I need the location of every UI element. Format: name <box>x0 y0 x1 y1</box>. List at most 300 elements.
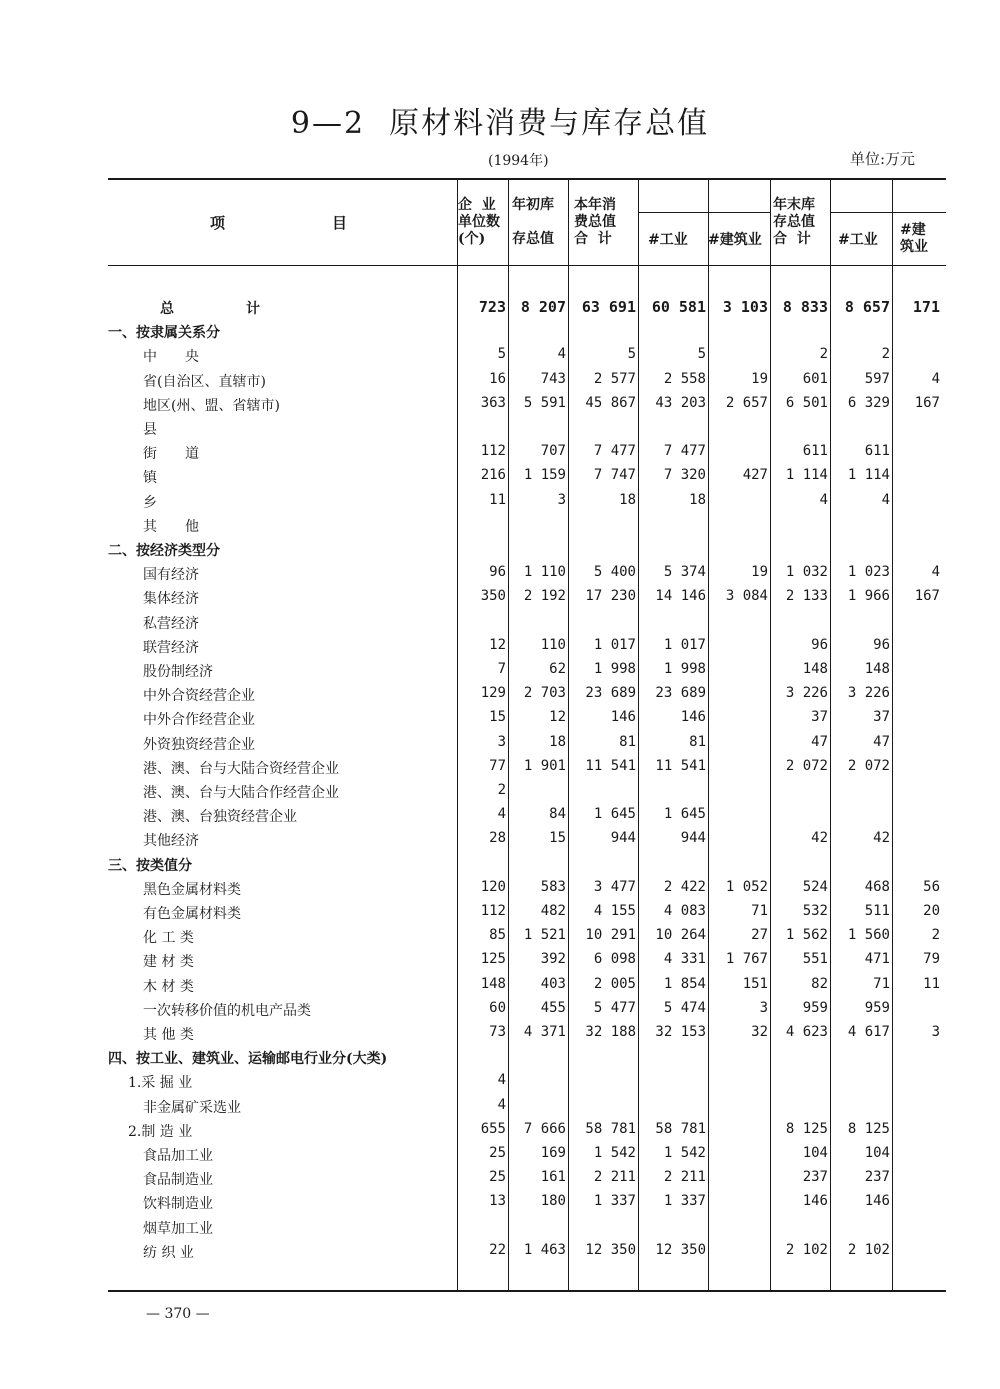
header-consumption-construction: #建筑业 <box>708 232 762 248</box>
cell-value: 4 <box>497 1096 506 1113</box>
row-label: 中外合作经营企业 <box>143 712 255 729</box>
cell-value: 583 <box>540 878 566 895</box>
table-row <box>0 490 1000 514</box>
cell-value: 4 331 <box>663 951 706 968</box>
table-row <box>0 756 1000 780</box>
cell-value: 42 <box>873 830 890 847</box>
cell-value: 1 114 <box>785 467 828 484</box>
cell-value: 2 102 <box>847 1241 890 1258</box>
cell-value: 2 102 <box>785 1241 828 1258</box>
cell-value: 6 098 <box>593 951 636 968</box>
cell-value: 1 562 <box>785 927 828 944</box>
table-row <box>0 998 1000 1022</box>
cell-value: 37 <box>811 709 828 726</box>
cell-value: 73 <box>489 1024 506 1040</box>
cell-value: 611 <box>864 443 890 460</box>
cell-value: 1 998 <box>663 661 706 677</box>
header-closing-stock-construction: #建 筑业 <box>900 222 928 255</box>
cell-value: 723 <box>478 298 506 316</box>
table-row <box>0 1167 1000 1191</box>
cell-value: 944 <box>680 830 706 847</box>
cell-value: 1 159 <box>523 467 566 484</box>
cell-value: 81 <box>689 733 706 750</box>
cell-value: 350 <box>480 588 506 605</box>
cell-value: 2 005 <box>593 975 636 992</box>
cell-value: 2 072 <box>785 757 828 774</box>
cell-value: 146 <box>610 709 636 726</box>
row-label: 外资独资经营企业 <box>143 736 255 753</box>
cell-value: 148 <box>802 661 828 677</box>
cell-value: 37 <box>873 709 890 726</box>
cell-value: 3 103 <box>722 298 768 316</box>
cell-value: 81 <box>619 733 636 750</box>
table-row <box>0 659 1000 683</box>
cell-value: 2 133 <box>785 588 828 605</box>
cell-value: 392 <box>540 951 566 968</box>
row-label: 纺 织 业 <box>143 1244 194 1261</box>
table-row <box>0 853 1000 877</box>
cell-value: 60 <box>489 999 506 1016</box>
cell-value: 5 <box>697 346 706 363</box>
row-label: 其 他 类 <box>143 1027 194 1043</box>
table-row <box>0 925 1000 949</box>
cell-value: 6 329 <box>847 394 890 411</box>
row-label: 集体经济 <box>143 591 199 608</box>
cell-value: 77 <box>489 757 506 774</box>
table-row <box>0 1022 1000 1046</box>
row-label: 私营经济 <box>143 615 199 632</box>
cell-value: 1 767 <box>725 951 768 968</box>
cell-value: 17 230 <box>585 588 636 605</box>
cell-value: 5 477 <box>593 999 636 1016</box>
cell-value: 2 <box>497 782 506 798</box>
cell-value: 959 <box>802 999 828 1016</box>
row-label: 中外合资经营企业 <box>143 688 255 705</box>
cell-value: 2 577 <box>593 370 636 387</box>
cell-value: 4 <box>497 1072 506 1089</box>
row-label: 木 材 类 <box>143 978 194 995</box>
cell-value: 125 <box>480 951 506 968</box>
row-label: 联营经济 <box>143 639 199 656</box>
cell-value: 1 023 <box>847 564 890 581</box>
table-row <box>0 949 1000 973</box>
cell-value: 2 211 <box>663 1169 706 1186</box>
cell-value: 129 <box>480 685 506 702</box>
cell-value: 104 <box>802 1145 828 1161</box>
table-row <box>0 1191 1000 1215</box>
header-subrule <box>638 212 770 213</box>
cell-value: 63 691 <box>581 298 636 316</box>
cell-value: 4 623 <box>785 1024 828 1040</box>
cell-value: 1 521 <box>523 927 566 944</box>
cell-value: 655 <box>480 1120 506 1137</box>
cell-value: 58 781 <box>585 1120 636 1137</box>
header-closing-stock-total: 年末库 存总值 合 计 <box>773 197 815 247</box>
cell-value: 15 <box>549 830 566 847</box>
cell-value: 2 <box>819 346 828 363</box>
cell-value: 455 <box>540 999 566 1016</box>
cell-value: 32 153 <box>655 1024 706 1040</box>
cell-value: 1 966 <box>847 588 890 605</box>
cell-value: 707 <box>540 443 566 460</box>
cell-value: 167 <box>914 588 940 605</box>
header-enterprises: 企 业 单位数 (个) <box>458 197 500 247</box>
cell-value: 427 <box>742 467 768 484</box>
cell-value: 1 901 <box>523 757 566 774</box>
row-label: 饮料制造业 <box>143 1196 213 1213</box>
unit-label: 单位:万元 <box>850 150 916 168</box>
cell-value: 597 <box>864 370 890 387</box>
cell-value: 1 052 <box>725 878 768 895</box>
cell-value: 18 <box>619 491 636 508</box>
cell-value: 468 <box>864 878 890 895</box>
cell-value: 5 374 <box>663 564 706 581</box>
cell-value: 3 <box>497 733 506 750</box>
cell-value: 4 <box>931 564 940 581</box>
cell-value: 60 581 <box>651 298 706 316</box>
row-label: 化 工 类 <box>143 930 194 947</box>
cell-value: 47 <box>873 733 890 750</box>
table-row <box>0 877 1000 901</box>
cell-value: 169 <box>540 1145 566 1161</box>
header-closing-stock-industry: #工业 <box>838 232 878 248</box>
cell-value: 148 <box>480 975 506 992</box>
row-label: 烟草加工业 <box>143 1220 213 1237</box>
cell-value: 5 591 <box>523 394 566 411</box>
cell-value: 56 <box>923 878 940 895</box>
cell-value: 601 <box>802 370 828 387</box>
cell-value: 25 <box>489 1145 506 1161</box>
cell-value: 1 998 <box>593 661 636 677</box>
row-label: 港、澳、台与大陆合资经营企业 <box>143 760 339 777</box>
cell-value: 944 <box>610 830 636 847</box>
table-row <box>0 1216 1000 1240</box>
cell-value: 18 <box>549 733 566 750</box>
cell-value: 7 666 <box>523 1120 566 1137</box>
cell-value: 28 <box>489 830 506 847</box>
cell-value: 32 188 <box>585 1024 636 1040</box>
cell-value: 11 541 <box>585 757 636 774</box>
cell-value: 7 477 <box>663 443 706 460</box>
cell-value: 5 400 <box>593 564 636 581</box>
cell-value: 7 477 <box>593 443 636 460</box>
cell-value: 120 <box>480 878 506 895</box>
cell-value: 8 207 <box>520 298 566 316</box>
table-row <box>0 804 1000 828</box>
cell-value: 2 192 <box>523 588 566 605</box>
cell-value: 1 110 <box>523 564 566 581</box>
cell-value: 96 <box>811 636 828 653</box>
cell-value: 8 833 <box>782 298 828 316</box>
row-label: 三、按类值分 <box>108 857 192 874</box>
cell-value: 1 560 <box>847 927 890 944</box>
cell-value: 167 <box>914 394 940 411</box>
table-row <box>0 1070 1000 1094</box>
table-row <box>0 344 1000 368</box>
cell-value: 25 <box>489 1169 506 1186</box>
cell-value: 62 <box>549 661 566 677</box>
row-label: 二、按经济类型分 <box>108 543 220 559</box>
cell-value: 551 <box>802 951 828 968</box>
table-row <box>0 465 1000 489</box>
cell-value: 2 657 <box>725 394 768 411</box>
cell-value: 4 155 <box>593 903 636 919</box>
table-row <box>0 586 1000 610</box>
page-number: — 370 — <box>146 1306 210 1322</box>
cell-value: 471 <box>864 951 890 968</box>
row-label: 食品加工业 <box>143 1148 213 1164</box>
cell-value: 1 337 <box>593 1193 636 1210</box>
table-row <box>0 1046 1000 1070</box>
header-subrule <box>830 212 946 213</box>
header-consumption-industry: #工业 <box>648 232 688 248</box>
row-label: 有色金属材料类 <box>143 906 241 922</box>
cell-value: 2 072 <box>847 757 890 774</box>
cell-value: 16 <box>489 370 506 387</box>
cell-value: 5 474 <box>663 999 706 1016</box>
cell-value: 19 <box>751 370 768 387</box>
cell-value: 7 <box>497 661 506 677</box>
cell-value: 43 203 <box>655 394 706 411</box>
cell-value: 12 <box>549 709 566 726</box>
cell-value: 84 <box>549 806 566 823</box>
cell-value: 4 371 <box>523 1024 566 1040</box>
cell-value: 104 <box>864 1145 890 1161</box>
row-label: 建 材 类 <box>143 954 194 971</box>
table-row <box>0 514 1000 538</box>
table-row <box>0 417 1000 441</box>
cell-value: 96 <box>489 564 506 581</box>
cell-value: 4 <box>497 806 506 823</box>
header-item: 项 <box>210 214 226 232</box>
row-label: 黑色金属材料类 <box>143 881 241 898</box>
cell-value: 10 264 <box>655 927 706 944</box>
table-row <box>0 1240 1000 1264</box>
cell-value: 14 146 <box>655 588 706 605</box>
table-row <box>0 393 1000 417</box>
cell-value: 3 084 <box>725 588 768 605</box>
table-row <box>0 780 1000 804</box>
cell-value: 7 747 <box>593 467 636 484</box>
cell-value: 10 291 <box>585 927 636 944</box>
cell-value: 4 083 <box>663 903 706 919</box>
row-label: 其 他 <box>143 518 199 535</box>
cell-value: 58 781 <box>655 1120 706 1137</box>
cell-value: 42 <box>811 830 828 847</box>
cell-value: 3 226 <box>785 685 828 702</box>
cell-value: 1 017 <box>663 636 706 653</box>
row-label: 一、按隶属关系分 <box>108 325 220 342</box>
cell-value: 96 <box>873 636 890 653</box>
cell-value: 4 <box>557 346 566 363</box>
cell-value: 1 542 <box>593 1145 636 1161</box>
cell-value: 161 <box>540 1169 566 1186</box>
table-row <box>0 707 1000 731</box>
cell-value: 8 125 <box>785 1120 828 1137</box>
cell-value: 237 <box>864 1169 890 1186</box>
cell-value: 1 645 <box>663 806 706 823</box>
cell-value: 22 <box>489 1241 506 1258</box>
cell-value: 743 <box>540 370 566 387</box>
cell-value: 4 617 <box>847 1024 890 1040</box>
header-opening-stock: 年初库 存总值 <box>512 197 554 247</box>
cell-value: 237 <box>802 1169 828 1186</box>
cell-value: 1 542 <box>663 1145 706 1161</box>
table-row <box>0 732 1000 756</box>
row-label: 中 央 <box>143 349 199 366</box>
cell-value: 27 <box>751 927 768 944</box>
cell-value: 112 <box>480 443 506 460</box>
cell-value: 2 558 <box>663 370 706 387</box>
row-label: 县 <box>143 422 157 438</box>
cell-value: 11 <box>489 491 506 508</box>
cell-value: 19 <box>751 564 768 581</box>
cell-value: 12 350 <box>655 1241 706 1258</box>
table-row <box>0 320 1000 344</box>
cell-value: 23 689 <box>655 685 706 702</box>
cell-value: 1 645 <box>593 806 636 823</box>
row-label: 地区(州、盟、省辖市) <box>143 397 280 414</box>
cell-value: 71 <box>751 903 768 919</box>
cell-value: 8 657 <box>844 298 890 316</box>
cell-value: 146 <box>864 1193 890 1210</box>
row-label: 2.制 造 业 <box>128 1123 193 1140</box>
cell-value: 18 <box>689 491 706 508</box>
cell-value: 13 <box>489 1193 506 1210</box>
row-label: 食品制造业 <box>143 1172 213 1189</box>
cell-value: 3 226 <box>847 685 890 702</box>
cell-value: 32 <box>751 1024 768 1040</box>
cell-value: 3 <box>931 1024 940 1040</box>
row-label: 其他经济 <box>143 833 199 850</box>
cell-value: 146 <box>680 709 706 726</box>
year-label: (1994年) <box>488 153 549 169</box>
table-row <box>0 828 1000 852</box>
table-row <box>0 369 1000 393</box>
cell-value: 482 <box>540 903 566 919</box>
cell-value: 15 <box>489 709 506 726</box>
table-row <box>0 611 1000 635</box>
table-number: 9—2 <box>290 106 366 141</box>
cell-value: 5 <box>627 346 636 363</box>
row-label: 非金属矿采选业 <box>143 1099 241 1116</box>
cell-value: 524 <box>802 878 828 895</box>
cell-value: 79 <box>923 951 940 968</box>
table-row <box>0 1095 1000 1119</box>
table-row <box>0 901 1000 925</box>
table-row <box>0 635 1000 659</box>
cell-value: 363 <box>480 394 506 411</box>
cell-value: 47 <box>811 733 828 750</box>
table-row <box>0 562 1000 586</box>
cell-value: 611 <box>802 443 828 460</box>
cell-value: 85 <box>489 927 506 944</box>
header-item-2: 目 <box>332 214 348 232</box>
cell-value: 216 <box>480 467 506 484</box>
table-title-text: 原材料消费与库存总值 <box>389 106 710 141</box>
table-row <box>0 974 1000 998</box>
cell-value: 171 <box>912 298 940 316</box>
top-rule <box>108 178 946 180</box>
cell-value: 2 703 <box>523 685 566 702</box>
cell-value: 12 350 <box>585 1241 636 1258</box>
cell-value: 1 854 <box>663 975 706 992</box>
cell-value: 532 <box>802 903 828 919</box>
cell-value: 2 <box>931 927 940 944</box>
table-row <box>0 296 1000 320</box>
cell-value: 959 <box>864 999 890 1016</box>
cell-value: 5 <box>497 346 506 363</box>
cell-value: 6 501 <box>785 394 828 411</box>
header-rule <box>108 265 946 266</box>
cell-value: 71 <box>873 975 890 992</box>
row-label: 镇 <box>143 470 157 487</box>
cell-value: 2 <box>881 346 890 363</box>
cell-value: 1 463 <box>523 1241 566 1258</box>
cell-value: 20 <box>923 903 940 919</box>
row-label: 国有经济 <box>143 567 199 584</box>
cell-value: 45 867 <box>585 394 636 411</box>
row-label: 总计 <box>160 301 332 317</box>
table-row <box>0 441 1000 465</box>
cell-value: 146 <box>802 1193 828 1210</box>
cell-value: 1 337 <box>663 1193 706 1210</box>
table-title <box>0 98 1000 142</box>
cell-value: 403 <box>540 975 566 992</box>
cell-value: 11 541 <box>655 757 706 774</box>
cell-value: 11 <box>923 975 940 992</box>
cell-value: 511 <box>864 903 890 919</box>
row-label: 一次转移价值的机电产品类 <box>143 1002 311 1019</box>
cell-value: 4 <box>819 491 828 508</box>
cell-value: 23 689 <box>585 685 636 702</box>
cell-value: 180 <box>540 1193 566 1210</box>
cell-value: 3 <box>759 999 768 1016</box>
cell-value: 110 <box>540 636 566 653</box>
bottom-rule <box>108 1290 946 1292</box>
cell-value: 3 477 <box>593 878 636 895</box>
cell-value: 1 032 <box>785 564 828 581</box>
cell-value: 112 <box>480 903 506 919</box>
cell-value: 12 <box>489 636 506 653</box>
row-label: 港、澳、台与大陆合作经营企业 <box>143 785 339 801</box>
row-label: 股份制经济 <box>143 664 213 680</box>
cell-value: 1 114 <box>847 467 890 484</box>
cell-value: 148 <box>864 661 890 677</box>
row-label: 街 道 <box>143 446 199 463</box>
cell-value: 4 <box>931 370 940 387</box>
cell-value: 7 320 <box>663 467 706 484</box>
cell-value: 151 <box>742 975 768 992</box>
row-label: 省(自治区、直辖市) <box>143 373 266 390</box>
row-label: 四、按工业、建筑业、运输邮电行业分(大类) <box>108 1051 388 1068</box>
cell-value: 4 <box>881 491 890 508</box>
table-row <box>0 1119 1000 1143</box>
table-row <box>0 683 1000 707</box>
cell-value: 8 125 <box>847 1120 890 1137</box>
cell-value: 2 422 <box>663 878 706 895</box>
table-row <box>0 1143 1000 1167</box>
row-label: 1.采 掘 业 <box>128 1075 193 1092</box>
row-label: 乡 <box>143 494 157 511</box>
header-consumption-total: 本年消 费总值 合 计 <box>574 197 616 247</box>
cell-value: 2 211 <box>593 1169 636 1186</box>
cell-value: 3 <box>557 491 566 508</box>
cell-value: 1 017 <box>593 636 636 653</box>
cell-value: 82 <box>811 975 828 992</box>
table-row <box>0 538 1000 562</box>
row-label: 港、澳、台独资经营企业 <box>143 809 297 826</box>
